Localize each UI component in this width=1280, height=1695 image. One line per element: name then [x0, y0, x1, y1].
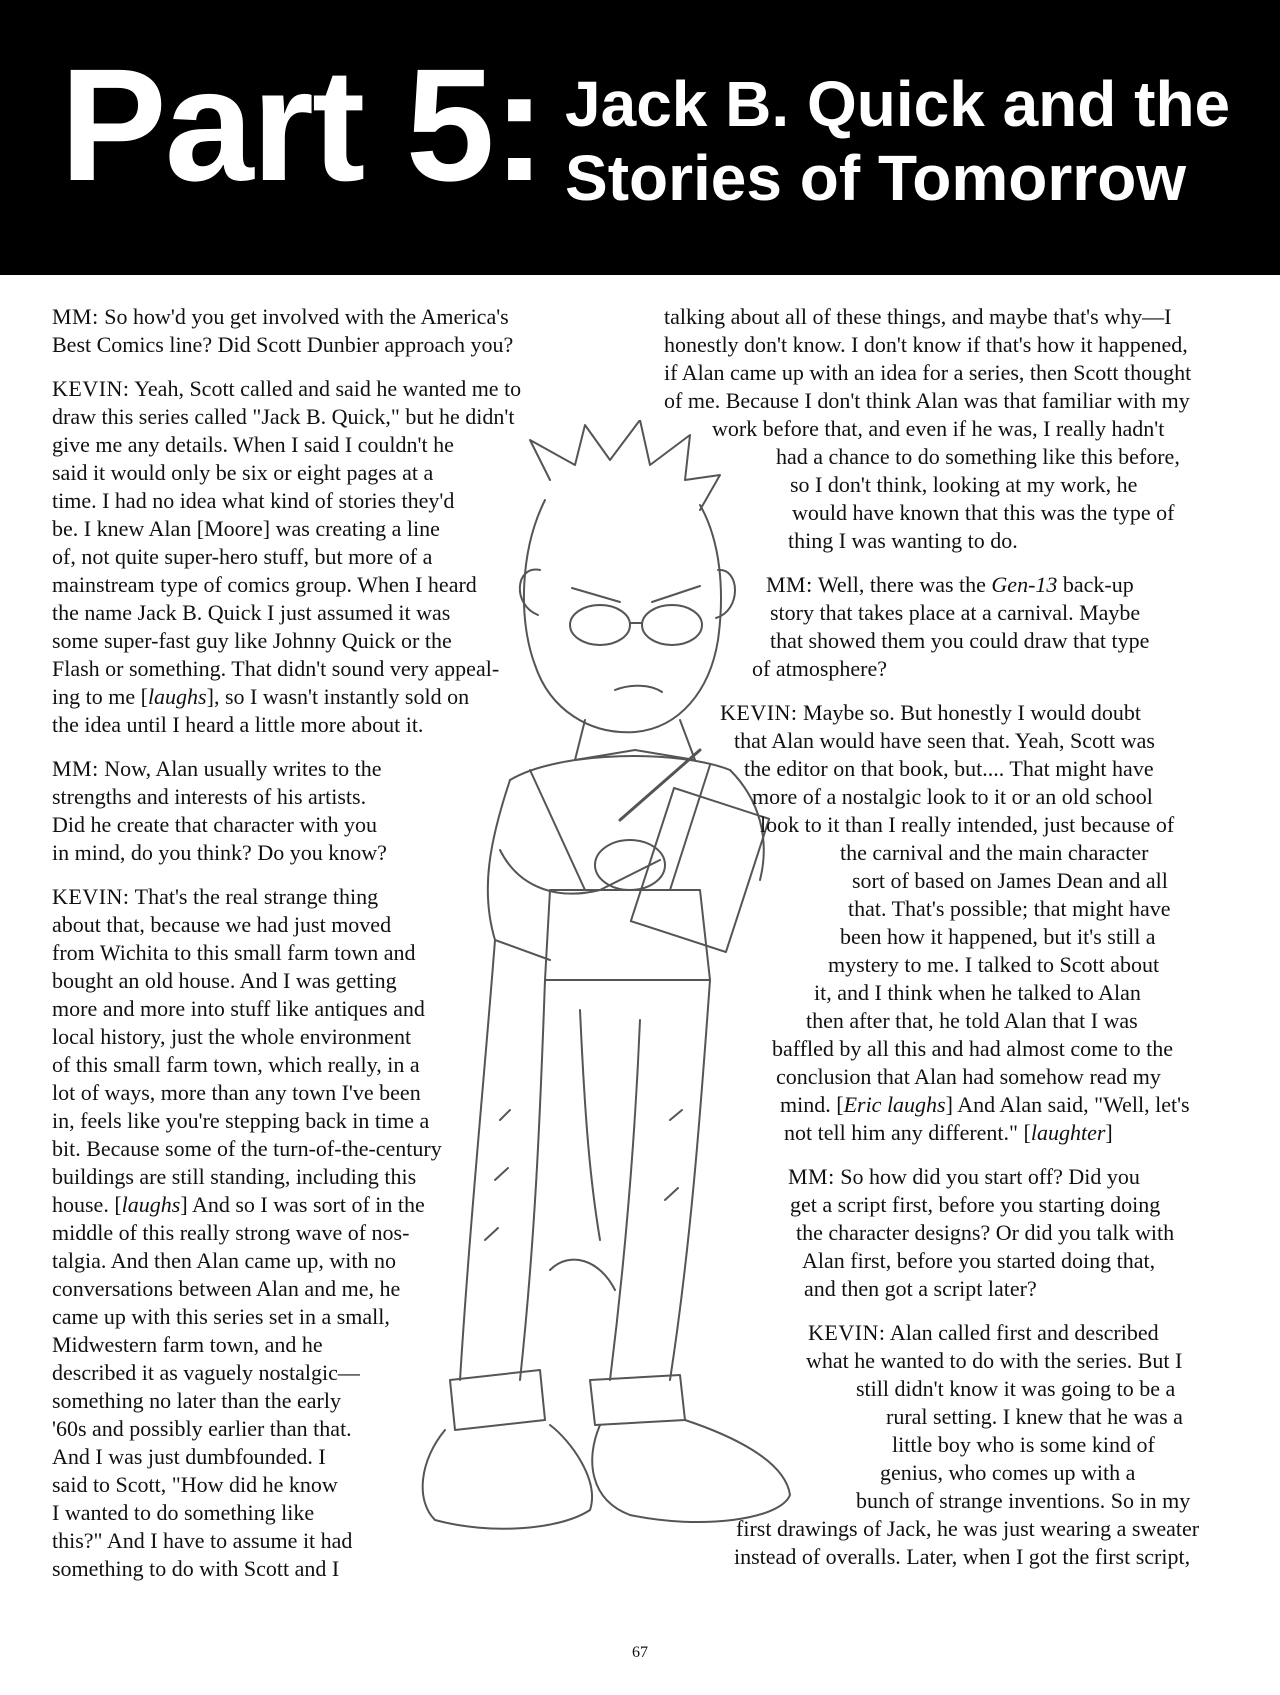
speaker-label: MM: — [52, 304, 99, 329]
text-line: then after that, he told Alan that I was — [806, 1008, 1138, 1033]
text-line: first drawings of Jack, he was just wearing a sweater — [736, 1516, 1200, 1541]
text-line: be. I knew Alan [Moore] was creating a line — [52, 516, 440, 541]
interview-answer — [52, 883, 592, 1583]
text-fragment: back-up — [1057, 572, 1134, 597]
stage-direction: laughs — [147, 684, 207, 709]
text-fragment: ] And Alan said, "Well, let's — [945, 1092, 1190, 1117]
text-line: thing I was wanting to do. — [788, 528, 1018, 553]
book-title: Gen-13 — [991, 572, 1058, 597]
text-line: still didn't know it was going to be a — [856, 1376, 1176, 1401]
text-line: more of a nostalgic look to it or an old school — [752, 784, 1153, 809]
text-line: bought an old house. And I was getting — [52, 968, 397, 993]
text-line: Maybe so. But honestly I would doubt — [803, 700, 1141, 725]
interview-answer — [660, 1319, 1220, 1571]
interview-question — [660, 1163, 1220, 1303]
text-line: time. I had no idea what kind of stories they'd — [52, 488, 455, 513]
text-line: honestly don't know. I don't know if that's how it happened, — [664, 332, 1188, 357]
stage-direction: laughs — [121, 1192, 181, 1217]
part-number: Part 5: — [60, 35, 544, 214]
text-line: if Alan came up with an idea for a series, then Scott thought — [664, 360, 1192, 385]
text-line: Alan first, before you started doing that, — [802, 1248, 1156, 1273]
text-line: conversations between Alan and me, he — [52, 1276, 401, 1301]
text-line: that Alan would have seen that. Yeah, Scott was — [734, 728, 1155, 753]
chapter-title-line-1: Jack B. Quick and the — [565, 68, 1231, 140]
text-line: Midwestern farm town, and he — [52, 1332, 323, 1357]
text-line: from Wichita to this small farm town and — [52, 940, 416, 965]
text-line: had a chance to do something like this before, — [776, 444, 1180, 469]
text-line: instead of overalls. Later, when I got the first script, — [734, 1544, 1191, 1569]
text-line: of this small farm town, which really, in a — [52, 1052, 420, 1077]
text-line: more and more into stuff like antiques and — [52, 996, 425, 1021]
text-fragment: not tell him any different." [ — [784, 1120, 1031, 1145]
text-line: Yeah, Scott called and said he wanted me to — [134, 376, 522, 401]
text-line: the editor on that book, but.... That might have — [744, 756, 1154, 781]
text-line: in mind, do you think? Do you know? — [52, 840, 387, 865]
text-line: That's the real strange thing — [134, 884, 379, 909]
chapter-title-line-2: Stories of Tomorrow — [565, 141, 1187, 214]
text-line: Now, Alan usually writes to the — [104, 756, 382, 781]
text-line: the character designs? Or did you talk with — [796, 1220, 1175, 1245]
interview-answer-continued — [660, 303, 1220, 555]
text-line: said it would only be six or eight pages at a — [52, 460, 434, 485]
text-line: draw this series called "Jack B. Quick," but he didn't — [52, 404, 515, 429]
left-text-column — [52, 303, 592, 1599]
text-line: middle of this really strong wave of nos- — [52, 1220, 410, 1245]
chapter-title — [565, 68, 1265, 215]
text-line: in, feels like you're stepping back in time a — [52, 1108, 430, 1133]
text-line: been how it happened, but it's still a — [840, 924, 1156, 949]
text-line: Did he create that character with you — [52, 812, 377, 837]
text-line: local history, just the whole environment — [52, 1024, 412, 1049]
text-line: lot of ways, more than any town I've been — [52, 1080, 421, 1105]
text-line: this?" And I have to assume it had — [52, 1528, 353, 1553]
text-line: that. That's possible; that might have — [848, 896, 1171, 921]
text-fragment: ing to me [ — [52, 684, 148, 709]
text-line: talgia. And then Alan came up, with no — [52, 1248, 396, 1273]
text-line: I wanted to do something like — [52, 1500, 315, 1525]
text-line: So how'd you get involved with the America's — [104, 304, 509, 329]
interview-question — [660, 571, 1220, 683]
text-line: talking about all of these things, and maybe that's why—I — [664, 304, 1172, 329]
text-line: so I don't think, looking at my work, he — [790, 472, 1138, 497]
text-line: that showed them you could draw that type — [770, 628, 1150, 653]
text-line: bit. Because some of the turn-of-the-century — [52, 1136, 442, 1161]
text-line: the carnival and the main character — [840, 840, 1149, 865]
speaker-label: KEVIN: — [52, 376, 130, 401]
speaker-label: MM: — [788, 1164, 835, 1189]
speaker-label: KEVIN: — [808, 1320, 886, 1345]
text-line: the name Jack B. Quick I just assumed it was — [52, 600, 451, 625]
text-line: So how did you start off? Did you — [840, 1164, 1140, 1189]
text-line: something no later than the early — [52, 1388, 341, 1413]
text-line: of, not quite super-hero stuff, but more of a — [52, 544, 433, 569]
text-line: about that, because we had just moved — [52, 912, 392, 937]
text-fragment: ] — [1105, 1120, 1113, 1145]
text-line: of me. Because I don't think Alan was that familiar with my — [664, 388, 1190, 413]
text-line: bunch of strange inventions. So in my — [856, 1488, 1191, 1513]
text-line: the idea until I heard a little more about it. — [52, 712, 424, 737]
interview-question — [52, 755, 592, 867]
text-line: little boy who is some kind of — [892, 1432, 1155, 1457]
text-line: what he wanted to do with the series. But I — [806, 1348, 1183, 1373]
text-line: and then got a script later? — [804, 1276, 1037, 1301]
text-line: it, and I think when he talked to Alan — [814, 980, 1141, 1005]
text-line: would have known that this was the type of — [792, 500, 1175, 525]
right-text-column — [660, 303, 1220, 1587]
text-line: said to Scott, "How did he know — [52, 1472, 338, 1497]
page-number: 67 — [632, 1644, 648, 1661]
text-line: Alan called first and described — [889, 1320, 1159, 1345]
text-line: sort of based on James Dean and all — [852, 868, 1168, 893]
text-line: genius, who comes up with a — [880, 1460, 1136, 1485]
text-line: rural setting. I knew that he was a — [886, 1404, 1183, 1429]
interview-answer — [660, 699, 1220, 1147]
interview-question — [52, 303, 592, 359]
chapter-banner — [0, 0, 1280, 275]
text-fragment: ], so I wasn't instantly sold on — [206, 684, 470, 709]
text-line: described it as vaguely nostalgic— — [52, 1360, 360, 1385]
speaker-label: KEVIN: — [52, 884, 130, 909]
text-line: '60s and possibly earlier than that. — [52, 1416, 352, 1441]
stage-direction: laughter — [1030, 1120, 1106, 1145]
text-line: And I was just dumbfounded. I — [52, 1444, 326, 1469]
text-fragment: ] And so I was sort of in the — [180, 1192, 425, 1217]
text-line: strengths and interests of his artists. — [52, 784, 367, 809]
text-line: work before that, and even if he was, I really hadn't — [712, 416, 1165, 441]
text-line: some super-fast guy like Johnny Quick or the — [52, 628, 452, 653]
interview-answer — [52, 375, 592, 739]
text-line: Flash or something. That didn't sound very appeal- — [52, 656, 500, 681]
text-fragment: Well, there was the — [817, 572, 992, 597]
speaker-label: MM: — [52, 756, 99, 781]
text-line: story that takes place at a carnival. Maybe — [770, 600, 1141, 625]
text-line: baffled by all this and had almost come to the — [772, 1036, 1173, 1061]
text-fragment: mind. [ — [780, 1092, 844, 1117]
speaker-label: MM: — [766, 572, 813, 597]
text-line: Best Comics line? Did Scott Dunbier approach you? — [52, 332, 514, 357]
text-line: something to do with Scott and I — [52, 1556, 340, 1581]
text-line: look to it than I really intended, just because of — [760, 812, 1175, 837]
text-line: conclusion that Alan had somehow read my — [776, 1064, 1161, 1089]
text-fragment: house. [ — [52, 1192, 122, 1217]
text-line: get a script first, before you starting doing — [790, 1192, 1161, 1217]
stage-direction: Eric laughs — [843, 1092, 946, 1117]
speaker-label: KEVIN: — [720, 700, 798, 725]
text-line: give me any details. When I said I couldn't he — [52, 432, 454, 457]
text-line: mainstream type of comics group. When I heard — [52, 572, 477, 597]
text-line: came up with this series set in a small, — [52, 1304, 390, 1329]
text-line: buildings are still standing, including this — [52, 1164, 417, 1189]
text-line: of atmosphere? — [752, 656, 887, 681]
text-line: mystery to me. I talked to Scott about — [828, 952, 1160, 977]
